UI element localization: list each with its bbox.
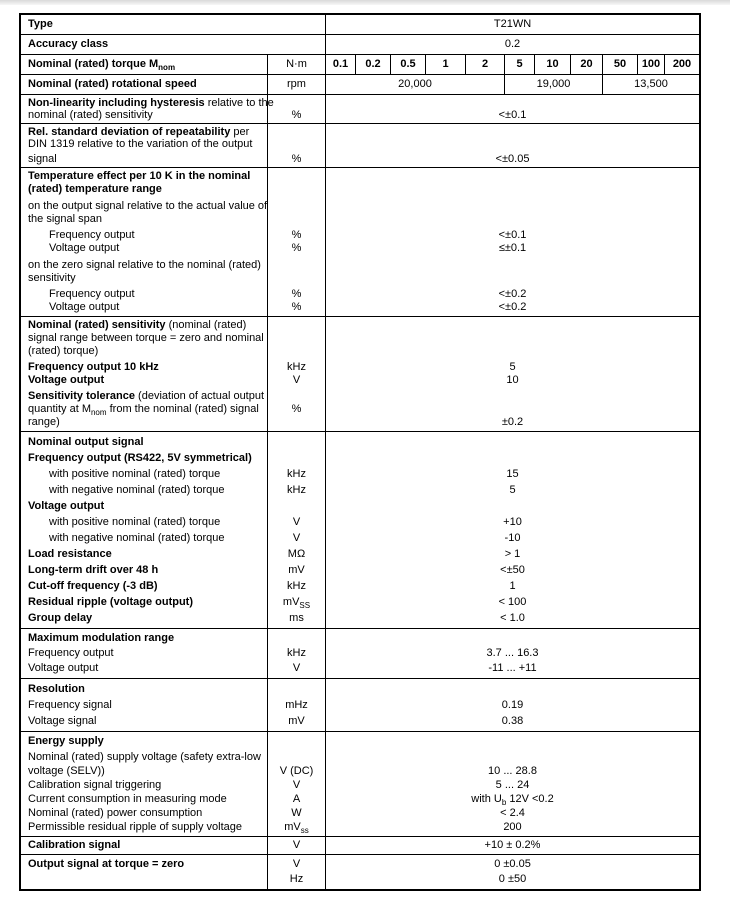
section-values [325,95,699,123]
spec-unit: % [291,242,302,254]
text-segment: Cut-off frequency (-3 dB) [28,580,158,592]
spec-label: with negative nominal (rated) torque [49,484,225,496]
text-segment: Resolution [28,683,85,695]
text-segment: Maximum modulation range [28,632,175,644]
spec-value [326,345,699,358]
spec-label [21,594,267,610]
spec-value: +10 [503,516,522,528]
section-units [267,629,325,678]
section-units [267,732,325,836]
spec-unit [268,681,325,697]
spec-unit [268,272,325,285]
spec-unit: kHz [287,484,306,496]
spec-section-nominal-sensitivity [21,316,699,431]
spec-value: < 100 [498,596,527,608]
spec-unit: % [291,288,302,300]
spec-section-non-linearity [21,94,699,123]
spec-label [21,857,267,872]
spec-value: <±0.1 [498,109,527,121]
spec-value: -10 [504,532,521,544]
spec-section-temperature-effect [21,167,699,316]
header-row [21,15,699,34]
spec-label [21,578,267,594]
spec-unit: V (DC) [279,765,314,777]
section-labels [21,629,267,678]
spec-label: with negative nominal (rated) torque [49,532,225,544]
text-segment: Nominal (rated) torque M [28,58,159,70]
spec-value: ≤±0.1 [498,242,527,254]
spec-label [21,390,267,403]
spec-label: sensitivity [28,272,76,284]
spec-label: Frequency signal [28,699,112,711]
spec-value [326,734,699,748]
section-values [325,837,699,854]
text-segment: Group delay [28,612,93,624]
row-label [21,55,267,74]
spec-unit: A [292,793,301,805]
spec-value: ±0.2 [501,416,524,428]
spec-unit [268,734,325,748]
text-segment: Non-linearity including hysteresis [28,97,205,109]
section-labels [21,317,267,431]
header-row [21,34,699,54]
section-values [325,317,699,431]
spec-section-resolution [21,678,699,731]
spec-unit [268,126,325,138]
spec-value [326,792,699,806]
torque-value-cell: 200 [664,55,699,74]
spec-unit: % [291,229,302,241]
spec-unit [268,594,325,610]
spec-unit [268,138,325,150]
spec-label: Frequency output [49,288,135,300]
spec-label: with positive nominal (rated) torque [49,468,221,480]
spec-unit: % [291,109,302,121]
text-segment: Type [28,18,53,30]
spec-value [326,272,699,285]
spec-label: Voltage output [28,662,99,674]
spec-label: Voltage output [49,301,120,313]
spec-value: 200 [503,821,522,833]
spec-label: signal [28,153,57,165]
spec-unit: V [292,532,301,544]
torque-value-cell: 10 [534,55,570,74]
spec-value: 10 ... 28.8 [488,765,537,777]
spec-value [326,332,699,345]
spec-value [326,681,699,697]
text-segment: (deviation of actual output [135,390,265,402]
spec-value [326,97,699,109]
spec-unit: MΩ [287,548,306,560]
text-segment: Sensitivity tolerance [28,390,135,402]
subscript-text: ss [300,826,309,836]
spec-value [326,319,699,332]
spec-label: signal range between torque = zero and nominal [28,332,264,344]
spec-unit: mV [288,564,305,576]
spec-value: +10 ± 0.2% [484,839,541,851]
subscript-text: nom [90,408,107,418]
spec-unit: ms [289,612,304,624]
spec-label [21,361,267,374]
spec-value [326,126,699,138]
section-units [267,837,325,854]
text-segment: per [230,126,250,138]
spec-label [21,631,267,646]
text-segment: Voltage output [28,500,105,512]
spec-value: <±0.2 [498,301,527,313]
spec-label [21,183,267,196]
subscript-text: SS [299,601,311,611]
spec-label [21,319,267,332]
spec-label: Frequency output [49,229,135,241]
row-label [21,75,267,94]
spec-value: < 1.0 [500,612,525,624]
text-segment: Output signal at torque = zero [28,858,185,870]
spec-unit [268,319,325,332]
spec-unit: % [291,153,302,165]
section-labels [21,124,267,167]
spec-unit: W [291,807,302,819]
text-segment: Nominal (rated) rotational speed [28,78,197,90]
spec-unit [268,183,325,196]
spec-label: Nominal (rated) power consumption [28,807,203,819]
spec-label [21,434,267,450]
section-units [267,679,325,731]
spec-section-maximum-modulation-range [21,628,699,678]
spec-unit: V [292,516,301,528]
spec-unit: % [291,301,302,313]
text-segment: Temperature effect per 10 K in the nominal [28,170,251,182]
spec-label: with positive nominal (rated) torque [49,516,221,528]
spec-label [21,681,267,697]
spec-unit [268,213,325,226]
spec-unit [268,498,325,514]
spec-label [21,126,267,138]
spec-section-nominal-output-signal [21,431,699,628]
spec-label [21,839,267,852]
section-values [325,732,699,836]
spec-label [21,734,267,748]
text-segment: Energy supply [28,735,104,747]
spec-unit [268,450,325,466]
section-units [267,95,325,123]
spec-label: on the zero signal relative to the nominal (rated) [28,259,261,271]
section-labels [21,432,267,628]
section-values [325,855,699,889]
spec-label: range) [28,416,60,428]
spec-label [21,498,267,514]
spec-value: > 1 [504,548,521,560]
spec-section-energy-supply [21,731,699,836]
spec-value [326,138,699,150]
spec-label [21,562,267,578]
spec-value [326,631,699,646]
spec-unit: V [292,374,301,386]
torque-value-cell: 100 [637,55,664,74]
spec-label: Frequency output [28,647,114,659]
text-segment: Voltage output [28,374,105,386]
spec-label: voltage (SELV)) [28,765,105,777]
text-segment: Frequency output (RS422, 5V symmetrical) [28,452,252,464]
row-label [21,35,325,54]
spec-label: (rated) torque) [28,345,99,357]
spec-unit [268,820,325,834]
text-segment: Frequency output 10 kHz [28,361,159,373]
spec-value [326,213,699,226]
text-segment: 12V <0.2 [506,793,554,805]
spec-value: 5 ... 24 [495,779,530,791]
spec-unit [268,434,325,450]
text-segment: (nominal (rated) [165,319,247,331]
text-segment: Load resistance [28,548,112,560]
spec-value: 0.19 [501,699,524,711]
spec-unit: kHz [287,468,306,480]
spec-value: 15 [506,468,519,480]
text-segment: (rated) temperature range [28,183,162,195]
spec-value [326,434,699,450]
section-units [267,855,325,889]
text-segment: Accuracy class [28,38,109,50]
section-values [325,629,699,678]
section-labels [21,837,267,854]
spec-unit: Hz [289,873,304,885]
torque-value-cell: 0.5 [390,55,425,74]
spec-label [21,170,267,183]
row-label [21,15,325,34]
spec-value: 1 [509,580,516,592]
spec-label: on the output signal relative to the actual value of [28,200,268,212]
spec-value: <±0.05 [495,153,530,165]
section-labels [21,168,267,316]
spec-label [21,610,267,626]
spec-value: 5 [509,361,516,373]
row-value: 0.2 [325,35,699,54]
spec-label: Nominal (rated) supply voltage (safety extra-low [28,751,261,763]
spec-unit: V [292,779,301,791]
spec-unit [268,170,325,183]
spec-label: nominal (rated) sensitivity [28,109,153,121]
spec-unit: V [292,858,301,870]
text-segment: from the nominal (rated) signal [106,403,259,415]
torque-value-cell: 0.2 [355,55,390,74]
section-units [267,317,325,431]
torque-row [21,54,699,74]
spec-label [21,374,267,387]
spec-label [21,546,267,562]
text-segment: Rel. standard deviation of repeatability [28,126,231,138]
spec-value: <±0.1 [498,229,527,241]
section-units [267,432,325,628]
spec-label: Current consumption in measuring mode [28,793,227,805]
section-labels [21,95,274,123]
spec-value [326,403,699,416]
row-unit: rpm [267,75,325,94]
window-top-edge [0,0,730,5]
text-segment: with U [471,793,502,805]
spec-label: DIN 1319 relative to the variation of the output [28,138,253,150]
spec-value: 0 ±0.05 [494,858,531,870]
spec-unit [268,631,325,646]
text-segment: Nominal (rated) sensitivity [28,319,166,331]
spec-value: 0 ±50 [498,873,527,885]
text-segment: relative to the [204,97,274,109]
speed-value-cell: 13,500 [602,75,699,94]
spec-unit [268,390,325,403]
text-segment: Calibration signal [28,839,121,851]
torque-value-cell: 20 [570,55,602,74]
speed-row [21,74,699,94]
section-values [325,124,699,167]
spec-unit: % [291,403,302,415]
spec-value [326,390,699,403]
spec-value [326,200,699,213]
torque-value-cell: 50 [602,55,637,74]
torque-value-cell: 5 [504,55,534,74]
spec-label: Voltage signal [28,715,97,727]
spec-unit [268,97,325,109]
spec-value: 0.38 [501,715,524,727]
torque-value-cell: 2 [465,55,504,74]
spec-value [326,170,699,183]
text-segment: Residual ripple (voltage output) [28,596,194,608]
spec-label [21,872,267,887]
spec-value: 5 [509,484,516,496]
section-labels [21,855,267,889]
text-segment: Nominal output signal [28,436,144,448]
spec-table [19,13,701,891]
section-units [267,168,325,316]
speed-value-cell: 19,000 [504,75,602,94]
spec-unit: mV [288,715,305,727]
row-value: T21WN [325,15,699,34]
spec-value: 10 [506,374,519,386]
torque-value-cell: 1 [425,55,465,74]
spec-label [21,450,267,466]
spec-value [326,450,699,466]
spec-label: Calibration signal triggering [28,779,162,791]
subscript-text: b [501,798,507,808]
spec-label [21,97,274,109]
spec-unit: mHz [285,699,308,711]
spec-value: 3.7 ... 16.3 [486,647,539,659]
spec-value [326,498,699,514]
spec-label [21,403,267,416]
spec-section-calibration-signal [21,836,699,854]
spec-unit: kHz [287,361,306,373]
spec-unit: kHz [287,580,306,592]
spec-label: the signal span [28,213,102,225]
spec-value: < 2.4 [500,807,525,819]
subscript-text: nom [158,63,176,73]
section-units [267,124,325,167]
spec-unit: V [292,662,301,674]
spec-value: <±0.2 [498,288,527,300]
section-values [325,168,699,316]
spec-unit [268,416,325,429]
spec-label: Voltage output [49,242,120,254]
row-unit: N·m [267,55,325,74]
spec-value [326,750,699,764]
spec-section-output-signal-at-zero [21,854,699,889]
section-labels [21,679,267,731]
spec-unit [268,332,325,345]
text-segment: mV [284,821,301,833]
section-values [325,679,699,731]
spec-unit: kHz [287,647,306,659]
text-segment: mV [282,596,300,608]
spec-label: Permissible residual ripple of supply voltage [28,821,242,833]
spec-unit: V [292,839,301,851]
speed-value-cell: 20,000 [325,75,504,94]
spec-unit [268,259,325,272]
torque-value-cell: 0.1 [325,55,355,74]
text-segment: quantity at M [28,403,91,415]
section-values [325,432,699,628]
section-labels [21,732,267,836]
spec-value: -11 ... +11 [488,662,537,674]
spec-value [326,183,699,196]
text-segment: Long-term drift over 48 h [28,564,159,576]
spec-unit [268,750,325,764]
spec-value: <±50 [500,564,525,576]
spec-section-repeatability [21,123,699,167]
spec-unit [268,345,325,358]
spec-value [326,259,699,272]
spec-unit [268,200,325,213]
